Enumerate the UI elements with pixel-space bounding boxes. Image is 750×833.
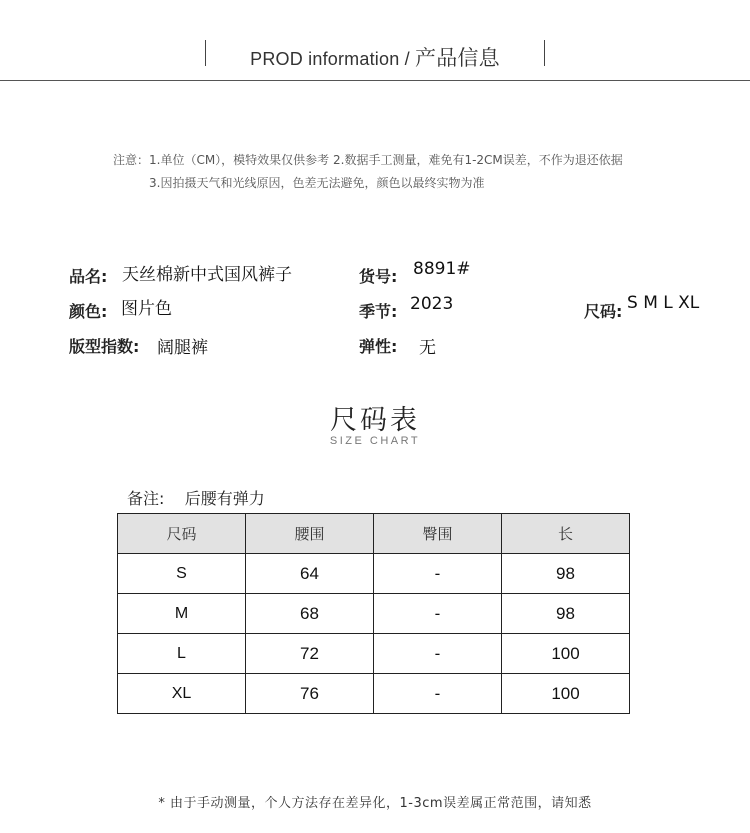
cell-length: 100 <box>502 674 630 714</box>
cell-size: XL <box>118 674 246 714</box>
product-name-label: 品名: <box>69 267 108 286</box>
page-title <box>0 42 750 72</box>
product-name-value: 天丝棉新中式国风裤子 <box>122 265 292 285</box>
item-no-value: 8891# <box>413 259 471 279</box>
color-label: 颜色: <box>69 302 108 321</box>
cell-waist: 72 <box>246 634 374 674</box>
header-underline <box>0 80 750 81</box>
cell-hip: - <box>374 674 502 714</box>
cell-length: 98 <box>502 594 630 634</box>
size-label: 尺码: <box>584 302 623 321</box>
size-chart-remark: 备注: 后腰有弹力 <box>127 489 265 508</box>
note-line-1: 注意：1.单位（CM），模特效果仅供参考 2.数据手工测量，难免有1-2CM误差，不作为退还依据 <box>113 153 623 167</box>
header-size: 尺码 <box>118 514 246 554</box>
size-chart-subtitle: SIZE CHART <box>329 435 421 447</box>
size-chart-title: 尺码表 <box>330 405 420 436</box>
elastic-value: 无 <box>419 338 436 358</box>
size-table <box>117 513 630 714</box>
note-line-2: 3.因拍摄天气和光线原因，色差无法避免，颜色以最终实物为准 <box>149 176 485 190</box>
cell-size: S <box>118 554 246 594</box>
table-row <box>118 674 630 714</box>
cell-hip: - <box>374 594 502 634</box>
cell-length: 100 <box>502 634 630 674</box>
page-title-cn: 产品信息 <box>415 46 500 70</box>
item-no-label: 货号: <box>359 267 398 286</box>
elastic-label: 弹性: <box>359 337 398 356</box>
cell-hip: - <box>374 634 502 674</box>
table-row <box>118 634 630 674</box>
header-hip: 臀围 <box>374 514 502 554</box>
season-label: 季节: <box>359 302 398 321</box>
table-row <box>118 594 630 634</box>
cell-length: 98 <box>502 554 630 594</box>
page-title-en: PROD information / <box>250 49 416 69</box>
fit-value: 阔腿裤 <box>157 338 208 358</box>
color-value: 图片色 <box>121 299 172 319</box>
cell-size: L <box>118 634 246 674</box>
header-length: 长 <box>502 514 630 554</box>
size-value: S M L XL <box>627 293 700 313</box>
cell-waist: 68 <box>246 594 374 634</box>
cell-waist: 64 <box>246 554 374 594</box>
footer-note: * 由于手动测量，个人方法存在差异化，1-3cm误差属正常范围，请知悉 <box>158 796 592 811</box>
cell-size: M <box>118 594 246 634</box>
table-header-row <box>118 514 630 554</box>
season-value: 2023 <box>410 294 454 314</box>
table-row <box>118 554 630 594</box>
cell-waist: 76 <box>246 674 374 714</box>
fit-label: 版型指数: <box>69 337 140 356</box>
cell-hip: - <box>374 554 502 594</box>
header-waist: 腰围 <box>246 514 374 554</box>
